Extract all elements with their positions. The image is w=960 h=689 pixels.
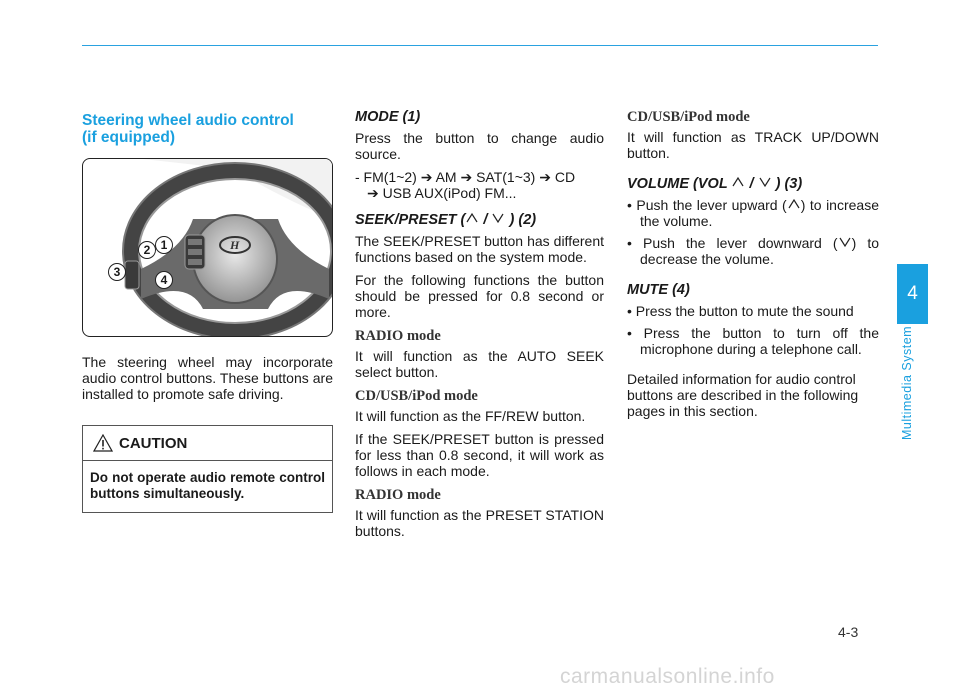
seek-desc-2: For the following functions the button should be pressed for 0.8 second or more. [355,272,604,320]
callout-2: 2 [138,241,156,259]
callout-1: 1 [155,236,173,254]
callout-3: 3 [108,263,126,281]
mode-sequence: - FM(1~2) ➔ AM ➔ SAT(1~3) ➔ CD ➔ USB AUX(iPod) FM... [355,169,576,201]
caution-header [83,426,332,461]
volume-heading: VOLUME (VOL / ) (3) [627,176,803,192]
mode-heading: MODE (1) [355,109,421,125]
watermark: carmanualsonline.info [560,665,775,688]
radio-mode-desc-1: It will function as the AUTO SEEK select button. [355,348,604,380]
down-chevron-icon [491,211,505,225]
column-2 [355,108,604,546]
warning-icon [93,434,113,452]
svg-text:H: H [230,238,240,252]
list-item: • Press the button to mute the sound [627,303,854,319]
chapter-tab: 4 [897,264,928,324]
cd-mode-desc: It will function as the FF/REW button. [355,408,586,424]
up-chevron-icon [731,175,745,189]
section-title: Steering wheel audio control (if equipped) [82,112,294,146]
caution-box [82,425,333,513]
list-item: • Push the lever upward ( ) to increase the volume. [627,197,879,229]
mute-list [627,303,879,357]
list-item: • Push the lever downward ( ) to decrease the volume. [627,235,879,267]
column-1 [82,108,333,513]
cd-mode-desc-col3: It will function as TRACK UP/DOWN button. [627,129,879,161]
callout-4: 4 [155,271,173,289]
caution-title: CAUTION [119,434,188,452]
chapter-label: Multimedia System [900,325,914,440]
page-number: 4-3 [838,624,859,640]
mute-heading: MUTE (4) [627,282,690,298]
steering-wheel-figure [82,158,333,337]
radio-mode-title-1: RADIO mode [355,328,441,344]
mode-desc: Press the button to change audio source. [355,130,604,162]
radio-mode-desc-2: It will function as the PRESET STATION buttons. [355,507,604,539]
detail-text: Detailed information for audio control buttons are described in the following pages in this section. [627,371,859,419]
top-rule [82,45,878,46]
cd-mode-title-col3: CD/USB/iPod mode [627,109,750,125]
cd-mode-title: CD/USB/iPod mode [355,388,478,404]
up-chevron-icon [465,211,479,225]
down-chevron-icon [838,235,852,249]
list-item: • Press the button to turn off the microphone during a telephone call. [627,325,879,357]
caution-body: Do not operate audio remote control buttons simultaneously. [90,470,325,501]
intro-text: The steering wheel may incorporate audio control buttons. These buttons are installed to promote safe driving. [82,354,333,402]
short-press-desc: If the SEEK/PRESET button is pressed for less than 0.8 second, it will work as follows in each mode. [355,431,604,479]
up-chevron-icon [787,197,801,211]
seek-desc-1: The SEEK/PRESET button has different functions based on the system mode. [355,233,604,265]
seek-heading: SEEK/PRESET ( / ) (2) [355,212,537,228]
steering-wheel-illustration [83,159,332,336]
volume-list [627,197,879,267]
radio-mode-title-2: RADIO mode [355,487,441,503]
down-chevron-icon [758,175,772,189]
column-3 [627,108,879,426]
